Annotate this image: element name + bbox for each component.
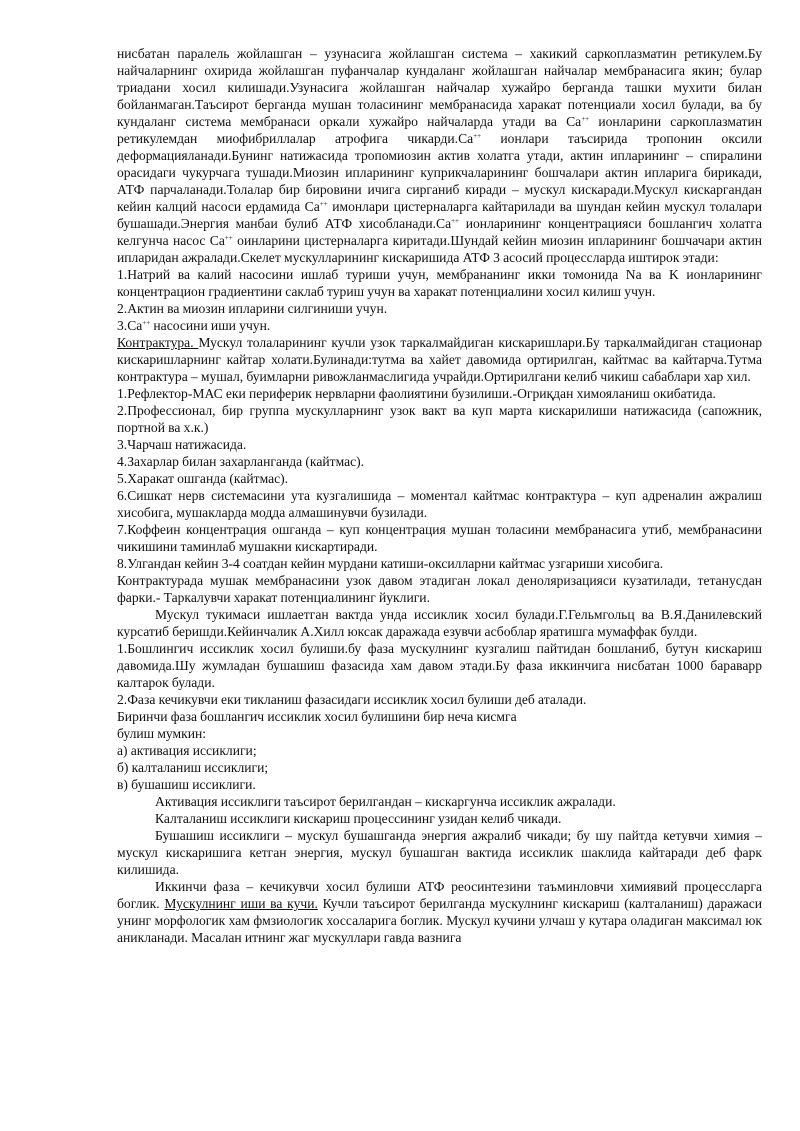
paragraph-heat-production: Мускул тукимаси ишлаетган вактда унда иссиклик хосил булади.Г.Гельмгольц ва В.Я.Данилевский курсатиб беришди.Кейинчалик А.Хилл юксак даражада езувчи асбоблар яратишга мумаффак булди. xyxy=(117,607,762,639)
text-run: оинларини цистерналарга киритади.Шундай кейин миозин ипларининг бошчачари актин ипларидан ажралади.Скелет мускулларининг кискаришида АТФ 3 асосий процессларда иштирок этади: xyxy=(117,233,762,265)
text-run: Мускул толаларининг кучли узок таркалмайдиган кискаришлари.Бу таркалмайдиган стационар кискаришларнинг кайтар холати.Булинади:тутма ва хайет давомида ортирилган, кайтмас ва кайтарча.Тутма контрактура – мушал, буимларни ривожланмаслигида учрайди.Ортирилгани келиб чикиш сабаблари хар хил. xyxy=(117,335,762,384)
list-item-atp-2: 2.Актин ва миозин ипларини силгиниши учун. xyxy=(117,301,388,316)
list-item-heat-c: в) бушашиш иссиклиги. xyxy=(117,777,256,792)
list-item-atp-3 xyxy=(117,317,762,334)
text-run: имонлари цистерналарга кайтарилади ва шундан кейин мускул толалари бушашади.Энергия манбаи булиб АТФ хисобланади.Ca xyxy=(117,199,762,231)
text-run: ионлари таъсирида тропонин оксили деформацияланади.Бунинг натижасида тропомиозин актив холатга утади, актин ипларининг – спиралини орасидаги чукурчага тушади.Миозин ипларининг куприкчаларининг бошчалари актин ипларига бирикади, АТФ парчаланади.Толалар бир бировини ичига сирганиб киради – мускул кискаради.Мускул кискаргандан кейин калций насоси ердамида Ca xyxy=(117,131,762,214)
list-item-cause-3: 3.Чарчаш натижасида. xyxy=(117,437,247,452)
list-item-cause-6: 6.Сишкат нерв системасини ута кузгалишида – моментал кайтмас контрактура – куп адреналин ажралиш хисобига, мушакларда модда алмашинувчи бузилади. xyxy=(117,488,762,520)
list-item-atp-1: 1.Натрий ва калий насосини ишлаб туриши учун, мембрананинг икки томонида Na ва K ионларининг концентрацион градиентини саклаб туриш учун ва харакат потенциалини хосил килиш учун. xyxy=(117,267,762,299)
text-run: Кучли таъсирот берилганда мускулнинг кискариш (калталаниш) даражаси унинг морфологик хам фмзиологик хоссаларига боглик. Мускул кучини улчаш у кутара оладиган максимал юк аникланади. Масалан итнинг жаг мускуллари гавда вазнига xyxy=(117,896,762,945)
text-run: ионларининг концентрацияси бошлангич холатга келгунча насос Ca xyxy=(117,216,762,248)
list-item-heat-b: б) калталаниш иссиклиги; xyxy=(117,760,269,775)
text-run: 3.Ca xyxy=(117,318,143,333)
paragraph-first-phase-intro: Биринчи фаза бошлангич иссиклик хосил булишини бир неча кисмга xyxy=(117,709,517,724)
text-run: ионларини саркоплазматин ретикулемдан миофибриллалар атрофига чикарди.Ca xyxy=(117,114,763,146)
text-run: Иккинчи фаза – кечикувчи хосил булиши АТФ реосинтезини таъминловчи химиявий процессларга боглик. xyxy=(117,879,762,911)
section-heading-muscle-work: Мускулнинг иши ва кучи. xyxy=(164,896,318,911)
paragraph-heat-phase-1: 1.Бошлингич иссиклик хосил булиши.бу фаза мускулнинг кузгалиш пайтидан бошланиб, бутун кискариш давомида.Шу жумладан бушашиш фазасида хам давом этади.Бу фаза иккинчига нисбатан 1000 бараварр калтарок булади. xyxy=(117,641,762,690)
paragraph-activation-heat: Активация иссиклиги таъсирот берилгандан – кискаргунча иссиклик ажралади. xyxy=(155,794,616,809)
list-item-cause-5: 5.Харакат ошганда (кайтмас). xyxy=(117,471,289,486)
paragraph-shortening-heat: Калталаниш иссиклиги кискариш процессининг узидан келиб чикади. xyxy=(155,811,562,826)
list-item-cause-8: 8.Улгандан кейин 3-4 соатдан кейин мурдани катиши-оксилларни кайтмас узгариши хисобига. xyxy=(117,556,664,571)
superscript: ++ xyxy=(473,132,482,140)
superscript: ++ xyxy=(451,217,460,225)
section-heading-contracture: Контрактура. xyxy=(117,335,199,350)
paragraph-sarcoplasmic-reticulum xyxy=(117,45,762,266)
paragraph-heat-phase-2: 2.Фаза кечикувчи еки тикланиш фазасидаги иссиклик хосил булиши деб аталади. xyxy=(117,692,587,707)
list-item-cause-4: 4.Захарлар билан захарланганда (кайтмас). xyxy=(117,454,365,469)
list-item-cause-1: 1.Рефлектор-МАС еки периферик нервларни фаолиятини бузилиши.-Огриқдан химояланиш окибатида. xyxy=(117,386,716,401)
text-run: нисбатан паралель жойлашган – узунасига жойлашган система – хакикий саркоплазматин ретикулем.Бу найчаларнинг охирида жойлашган пуфанчалар кундаланг жойлашган найчалар мембранасига якин; булар триадани хосил килишади.Узунасига жойлашган найчалар хужайро берганда ташки мухити билан бойланмаган.Таъсирот берганда мушан толасининг мембранасида харакат потенциали хосил булади, ва бу кундаланг система мембранаси оркали хужайро найчаларда утади ва Ca xyxy=(117,46,762,129)
paragraph-second-phase-and-muscle-work xyxy=(117,878,762,946)
list-item-cause-7: 7.Коффеин концентрация ошганда – куп концентрация мушан толасини мембранасига утиб, мембранасини чикишини таминлаб мушакни кискартиради. xyxy=(117,522,762,554)
superscript: ++ xyxy=(142,319,151,327)
paragraph-first-phase-intro-cont: булиш мумкин: xyxy=(117,726,207,741)
text-run: насосини иши учун. xyxy=(150,318,271,333)
superscript: ++ xyxy=(581,115,590,123)
paragraph-relaxation-heat: Бушашиш иссиклиги – мускул бушашганда энергия ажралиб чикади; бу шу пайтда кетувчи химия – мускул кискаришига кетган энергия, мускул бушашган вактида иссиклик шаклида кайтаради деб фарк килишида. xyxy=(117,828,762,877)
list-item-cause-2: 2.Профессионал, бир группа мускулларнинг узок вакт ва куп марта кискарилиши натижасида (сапожник, портной ва х.к.) xyxy=(117,403,762,435)
paragraph-contracture-summary: Контрактурада мушак мембранасини узок давом этадиган локал деноляризацияси кузатилади, тетанусдан фарки.- Таркалувчи харакат потенциалининг йуклиги. xyxy=(117,573,762,605)
superscript: ++ xyxy=(224,234,233,242)
paragraph-contracture xyxy=(117,334,762,385)
list-item-heat-a: а) активация иссиклиги; xyxy=(117,743,257,758)
superscript: ++ xyxy=(319,200,328,208)
